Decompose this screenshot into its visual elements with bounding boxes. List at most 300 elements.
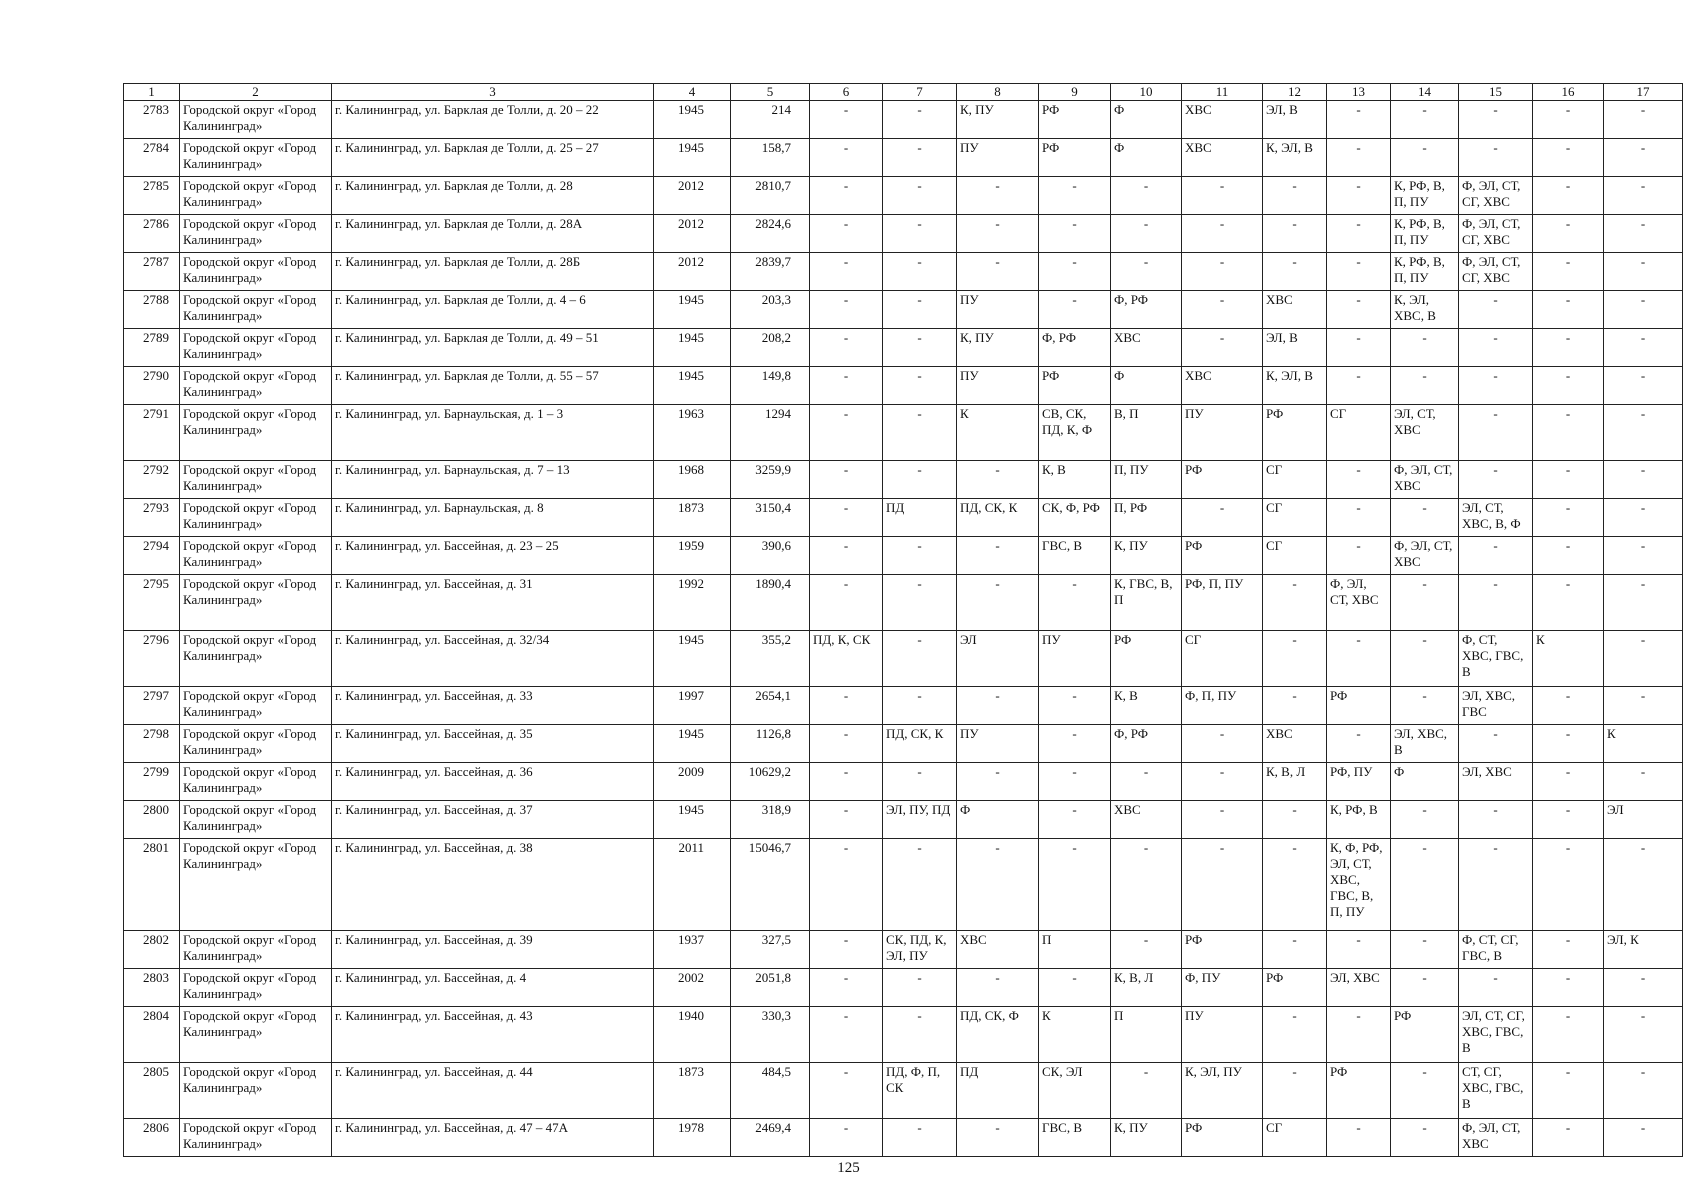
cell-col-12: ЭЛ, В — [1263, 101, 1327, 139]
table-row — [124, 291, 1683, 329]
cell-col-6: - — [810, 725, 883, 763]
cell-col-16: - — [1533, 1063, 1604, 1119]
cell-col-7: - — [883, 405, 957, 461]
cell-col-11: РФ — [1182, 461, 1263, 499]
cell-col-12: СГ — [1263, 1119, 1327, 1157]
cell-col-4: 1945 — [654, 101, 731, 139]
cell-col-2: Городской округ «Город Калининград» — [180, 405, 332, 461]
cell-col-17: - — [1604, 139, 1683, 177]
cell-col-15: ЭЛ, ХВС, ГВС — [1459, 687, 1533, 725]
cell-col-14: К, РФ, В, П, ПУ — [1391, 253, 1459, 291]
column-header-1: 1 — [124, 84, 180, 101]
cell-col-3: г. Калининград, ул. Бассейная, д. 36 — [332, 763, 654, 801]
cell-col-3: г. Калининград, ул. Бассейная, д. 43 — [332, 1007, 654, 1063]
cell-col-4: 1959 — [654, 537, 731, 575]
cell-col-1: 2801 — [124, 839, 180, 931]
cell-col-9: К — [1039, 1007, 1111, 1063]
cell-col-15: - — [1459, 839, 1533, 931]
cell-col-10: П — [1111, 1007, 1182, 1063]
cell-col-16: - — [1533, 537, 1604, 575]
cell-col-14: - — [1391, 499, 1459, 537]
column-header-13: 13 — [1327, 84, 1391, 101]
cell-col-13: - — [1327, 1007, 1391, 1063]
cell-col-8: - — [957, 215, 1039, 253]
cell-col-16: - — [1533, 461, 1604, 499]
cell-col-8: ХВС — [957, 931, 1039, 969]
cell-col-11: СГ — [1182, 631, 1263, 687]
table-row — [124, 687, 1683, 725]
cell-col-6: - — [810, 1007, 883, 1063]
cell-col-12: - — [1263, 1063, 1327, 1119]
cell-col-11: РФ — [1182, 931, 1263, 969]
cell-col-2: Городской округ «Город Калининград» — [180, 631, 332, 687]
cell-col-8: - — [957, 687, 1039, 725]
cell-col-11: ХВС — [1182, 139, 1263, 177]
cell-col-6: - — [810, 1119, 883, 1157]
cell-col-1: 2787 — [124, 253, 180, 291]
cell-col-1: 2796 — [124, 631, 180, 687]
cell-col-14: - — [1391, 101, 1459, 139]
cell-col-15: - — [1459, 329, 1533, 367]
cell-col-11: ХВС — [1182, 367, 1263, 405]
table-row — [124, 215, 1683, 253]
cell-col-3: г. Калининград, ул. Бассейная, д. 37 — [332, 801, 654, 839]
cell-col-5: 390,6 — [731, 537, 810, 575]
cell-col-14: К, РФ, В, П, ПУ — [1391, 215, 1459, 253]
cell-col-13: СГ — [1327, 405, 1391, 461]
cell-col-11: - — [1182, 725, 1263, 763]
cell-col-12: - — [1263, 631, 1327, 687]
cell-col-6: - — [810, 499, 883, 537]
cell-col-14: РФ — [1391, 1007, 1459, 1063]
cell-col-14: - — [1391, 969, 1459, 1007]
cell-col-3: г. Калининград, ул. Барнаульская, д. 8 — [332, 499, 654, 537]
table-row — [124, 801, 1683, 839]
cell-col-13: К, Ф, РФ, ЭЛ, СТ, ХВС, ГВС, В, П, ПУ — [1327, 839, 1391, 931]
cell-col-7: - — [883, 177, 957, 215]
cell-col-12: СГ — [1263, 499, 1327, 537]
cell-col-13: ЭЛ, ХВС — [1327, 969, 1391, 1007]
cell-col-15: - — [1459, 405, 1533, 461]
cell-col-10: - — [1111, 931, 1182, 969]
cell-col-4: 2011 — [654, 839, 731, 931]
cell-col-14: - — [1391, 839, 1459, 931]
cell-col-2: Городской округ «Город Калининград» — [180, 1063, 332, 1119]
table-row — [124, 631, 1683, 687]
column-header-4: 4 — [654, 84, 731, 101]
cell-col-4: 1940 — [654, 1007, 731, 1063]
cell-col-5: 1890,4 — [731, 575, 810, 631]
cell-col-14: ЭЛ, СТ, ХВС — [1391, 405, 1459, 461]
cell-col-2: Городской округ «Город Калининград» — [180, 461, 332, 499]
cell-col-10: Ф — [1111, 101, 1182, 139]
cell-col-10: - — [1111, 215, 1182, 253]
cell-col-2: Городской округ «Город Калининград» — [180, 329, 332, 367]
cell-col-17: - — [1604, 177, 1683, 215]
cell-col-4: 2012 — [654, 215, 731, 253]
cell-col-1: 2806 — [124, 1119, 180, 1157]
column-header-5: 5 — [731, 84, 810, 101]
table-row — [124, 1007, 1683, 1063]
table-row — [124, 1119, 1683, 1157]
cell-col-7: - — [883, 631, 957, 687]
cell-col-16: - — [1533, 253, 1604, 291]
cell-col-11: - — [1182, 763, 1263, 801]
cell-col-3: г. Калининград, ул. Бассейная, д. 33 — [332, 687, 654, 725]
cell-col-3: г. Калининград, ул. Барклая де Толли, д. 49 – 51 — [332, 329, 654, 367]
cell-col-6: - — [810, 253, 883, 291]
cell-col-16: - — [1533, 215, 1604, 253]
cell-col-16: - — [1533, 1007, 1604, 1063]
cell-col-17: - — [1604, 367, 1683, 405]
cell-col-17: - — [1604, 461, 1683, 499]
cell-col-1: 2785 — [124, 177, 180, 215]
cell-col-4: 1945 — [654, 801, 731, 839]
cell-col-14: - — [1391, 575, 1459, 631]
cell-col-16: - — [1533, 839, 1604, 931]
cell-col-1: 2800 — [124, 801, 180, 839]
cell-col-12: - — [1263, 839, 1327, 931]
cell-col-17: - — [1604, 499, 1683, 537]
cell-col-9: - — [1039, 575, 1111, 631]
cell-col-1: 2791 — [124, 405, 180, 461]
cell-col-2: Городской округ «Город Калининград» — [180, 839, 332, 931]
cell-col-16: К — [1533, 631, 1604, 687]
cell-col-17: - — [1604, 291, 1683, 329]
cell-col-13: - — [1327, 725, 1391, 763]
column-header-8: 8 — [957, 84, 1039, 101]
cell-col-11: - — [1182, 499, 1263, 537]
cell-col-4: 2002 — [654, 969, 731, 1007]
cell-col-5: 214 — [731, 101, 810, 139]
cell-col-6: ПД, К, СК — [810, 631, 883, 687]
cell-col-5: 2654,1 — [731, 687, 810, 725]
cell-col-12: ЭЛ, В — [1263, 329, 1327, 367]
cell-col-5: 2839,7 — [731, 253, 810, 291]
cell-col-5: 15046,7 — [731, 839, 810, 931]
cell-col-3: г. Калининград, ул. Бассейная, д. 38 — [332, 839, 654, 931]
cell-col-7: ПД, СК, К — [883, 725, 957, 763]
cell-col-9: - — [1039, 687, 1111, 725]
cell-col-14: Ф, ЭЛ, СТ, ХВС — [1391, 461, 1459, 499]
table-body — [124, 101, 1683, 1157]
cell-col-3: г. Калининград, ул. Бассейная, д. 4 — [332, 969, 654, 1007]
cell-col-5: 2810,7 — [731, 177, 810, 215]
cell-col-14: - — [1391, 801, 1459, 839]
column-header-11: 11 — [1182, 84, 1263, 101]
cell-col-1: 2788 — [124, 291, 180, 329]
cell-col-15: - — [1459, 291, 1533, 329]
cell-col-2: Городской округ «Город Калининград» — [180, 215, 332, 253]
cell-col-11: РФ — [1182, 1119, 1263, 1157]
cell-col-1: 2793 — [124, 499, 180, 537]
cell-col-6: - — [810, 1063, 883, 1119]
cell-col-1: 2795 — [124, 575, 180, 631]
cell-col-10: - — [1111, 1063, 1182, 1119]
cell-col-5: 3150,4 — [731, 499, 810, 537]
table-row — [124, 839, 1683, 931]
cell-col-17: - — [1604, 1063, 1683, 1119]
cell-col-2: Городской округ «Город Калининград» — [180, 367, 332, 405]
column-header-7: 7 — [883, 84, 957, 101]
cell-col-16: - — [1533, 139, 1604, 177]
cell-col-16: - — [1533, 101, 1604, 139]
cell-col-10: К, В, Л — [1111, 969, 1182, 1007]
cell-col-1: 2799 — [124, 763, 180, 801]
cell-col-7: - — [883, 101, 957, 139]
cell-col-8: ПУ — [957, 367, 1039, 405]
cell-col-1: 2805 — [124, 1063, 180, 1119]
cell-col-15: - — [1459, 575, 1533, 631]
cell-col-12: К, ЭЛ, В — [1263, 139, 1327, 177]
cell-col-9: - — [1039, 725, 1111, 763]
cell-col-9: Ф, РФ — [1039, 329, 1111, 367]
cell-col-1: 2783 — [124, 101, 180, 139]
cell-col-16: - — [1533, 575, 1604, 631]
cell-col-6: - — [810, 969, 883, 1007]
cell-col-8: - — [957, 969, 1039, 1007]
cell-col-13: РФ — [1327, 1063, 1391, 1119]
cell-col-7: - — [883, 367, 957, 405]
cell-col-8: К, ПУ — [957, 101, 1039, 139]
cell-col-2: Городской округ «Город Калининград» — [180, 763, 332, 801]
cell-col-17: - — [1604, 1119, 1683, 1157]
cell-col-15: Ф, ЭЛ, СТ, СГ, ХВС — [1459, 177, 1533, 215]
cell-col-10: В, П — [1111, 405, 1182, 461]
cell-col-1: 2798 — [124, 725, 180, 763]
cell-col-14: - — [1391, 329, 1459, 367]
cell-col-7: - — [883, 839, 957, 931]
cell-col-3: г. Калининград, ул. Барклая де Толли, д. 28А — [332, 215, 654, 253]
table-row — [124, 253, 1683, 291]
cell-col-3: г. Калининград, ул. Барклая де Толли, д. 20 – 22 — [332, 101, 654, 139]
column-header-15: 15 — [1459, 84, 1533, 101]
cell-col-16: - — [1533, 969, 1604, 1007]
cell-col-4: 1945 — [654, 631, 731, 687]
cell-col-11: - — [1182, 215, 1263, 253]
cell-col-8: - — [957, 177, 1039, 215]
cell-col-12: - — [1263, 1007, 1327, 1063]
cell-col-10: ХВС — [1111, 801, 1182, 839]
cell-col-1: 2792 — [124, 461, 180, 499]
cell-col-17: К — [1604, 725, 1683, 763]
cell-col-4: 2012 — [654, 253, 731, 291]
cell-col-4: 1945 — [654, 139, 731, 177]
column-header-14: 14 — [1391, 84, 1459, 101]
cell-col-5: 3259,9 — [731, 461, 810, 499]
cell-col-14: Ф — [1391, 763, 1459, 801]
cell-col-3: г. Калининград, ул. Бассейная, д. 35 — [332, 725, 654, 763]
cell-col-15: СТ, СГ, ХВС, ГВС, В — [1459, 1063, 1533, 1119]
cell-col-7: - — [883, 763, 957, 801]
cell-col-15: - — [1459, 461, 1533, 499]
cell-col-17: - — [1604, 575, 1683, 631]
cell-col-15: Ф, ЭЛ, СТ, ХВС — [1459, 1119, 1533, 1157]
cell-col-6: - — [810, 101, 883, 139]
cell-col-4: 1963 — [654, 405, 731, 461]
table-row — [124, 177, 1683, 215]
cell-col-11: ПУ — [1182, 405, 1263, 461]
cell-col-13: - — [1327, 1119, 1391, 1157]
cell-col-13: РФ — [1327, 687, 1391, 725]
cell-col-17: - — [1604, 101, 1683, 139]
cell-col-17: - — [1604, 687, 1683, 725]
cell-col-11: РФ — [1182, 537, 1263, 575]
cell-col-11: - — [1182, 329, 1263, 367]
column-number-header-row — [124, 84, 1683, 101]
cell-col-10: ХВС — [1111, 329, 1182, 367]
cell-col-5: 484,5 — [731, 1063, 810, 1119]
cell-col-13: - — [1327, 367, 1391, 405]
cell-col-9: ГВС, В — [1039, 537, 1111, 575]
cell-col-2: Городской округ «Город Калининград» — [180, 1007, 332, 1063]
cell-col-16: - — [1533, 1119, 1604, 1157]
cell-col-11: - — [1182, 801, 1263, 839]
cell-col-7: - — [883, 253, 957, 291]
cell-col-11: - — [1182, 291, 1263, 329]
table-row — [124, 461, 1683, 499]
cell-col-14: - — [1391, 367, 1459, 405]
cell-col-13: - — [1327, 215, 1391, 253]
cell-col-4: 1945 — [654, 291, 731, 329]
cell-col-4: 1968 — [654, 461, 731, 499]
cell-col-12: К, В, Л — [1263, 763, 1327, 801]
cell-col-5: 1294 — [731, 405, 810, 461]
cell-col-10: - — [1111, 177, 1182, 215]
cell-col-6: - — [810, 931, 883, 969]
cell-col-8: - — [957, 253, 1039, 291]
cell-col-8: - — [957, 575, 1039, 631]
cell-col-15: ЭЛ, ХВС — [1459, 763, 1533, 801]
table-row — [124, 725, 1683, 763]
cell-col-2: Городской округ «Город Калининград» — [180, 1119, 332, 1157]
cell-col-13: - — [1327, 631, 1391, 687]
cell-col-16: - — [1533, 405, 1604, 461]
cell-col-8: К — [957, 405, 1039, 461]
cell-col-14: ЭЛ, ХВС, В — [1391, 725, 1459, 763]
cell-col-2: Городской округ «Город Калининград» — [180, 499, 332, 537]
cell-col-13: Ф, ЭЛ, СТ, ХВС — [1327, 575, 1391, 631]
cell-col-3: г. Калининград, ул. Бассейная, д. 31 — [332, 575, 654, 631]
cell-col-11: - — [1182, 177, 1263, 215]
cell-col-15: - — [1459, 101, 1533, 139]
cell-col-17: - — [1604, 1007, 1683, 1063]
cell-col-7: ПД, Ф, П, СК — [883, 1063, 957, 1119]
cell-col-16: - — [1533, 367, 1604, 405]
cell-col-7: СК, ПД, К, ЭЛ, ПУ — [883, 931, 957, 969]
cell-col-9: - — [1039, 215, 1111, 253]
cell-col-14: - — [1391, 687, 1459, 725]
cell-col-1: 2790 — [124, 367, 180, 405]
cell-col-3: г. Калининград, ул. Барклая де Толли, д. 28Б — [332, 253, 654, 291]
cell-col-3: г. Калининград, ул. Барклая де Толли, д. 55 – 57 — [332, 367, 654, 405]
cell-col-5: 327,5 — [731, 931, 810, 969]
cell-col-6: - — [810, 575, 883, 631]
table-row — [124, 575, 1683, 631]
cell-col-10: - — [1111, 763, 1182, 801]
cell-col-16: - — [1533, 291, 1604, 329]
cell-col-12: ХВС — [1263, 725, 1327, 763]
cell-col-6: - — [810, 367, 883, 405]
cell-col-2: Городской округ «Город Калининград» — [180, 931, 332, 969]
cell-col-9: РФ — [1039, 101, 1111, 139]
cell-col-4: 2012 — [654, 177, 731, 215]
table-row — [124, 763, 1683, 801]
cell-col-2: Городской округ «Город Калининград» — [180, 969, 332, 1007]
cell-col-12: РФ — [1263, 969, 1327, 1007]
cell-col-11: К, ЭЛ, ПУ — [1182, 1063, 1263, 1119]
cell-col-7: - — [883, 291, 957, 329]
table-row — [124, 499, 1683, 537]
cell-col-10: П, ПУ — [1111, 461, 1182, 499]
cell-col-11: - — [1182, 839, 1263, 931]
cell-col-8: ПД — [957, 1063, 1039, 1119]
cell-col-5: 355,2 — [731, 631, 810, 687]
cell-col-2: Городской округ «Город Калининград» — [180, 801, 332, 839]
cell-col-1: 2784 — [124, 139, 180, 177]
cell-col-8: ПУ — [957, 725, 1039, 763]
cell-col-8: Ф — [957, 801, 1039, 839]
cell-col-2: Городской округ «Город Калининград» — [180, 253, 332, 291]
cell-col-10: К, ПУ — [1111, 537, 1182, 575]
cell-col-8: - — [957, 461, 1039, 499]
cell-col-8: ЭЛ — [957, 631, 1039, 687]
cell-col-13: РФ, ПУ — [1327, 763, 1391, 801]
cell-col-3: г. Калининград, ул. Барклая де Толли, д. 28 — [332, 177, 654, 215]
cell-col-13: - — [1327, 101, 1391, 139]
table-row — [124, 405, 1683, 461]
cell-col-9: - — [1039, 291, 1111, 329]
cell-col-4: 1992 — [654, 575, 731, 631]
cell-col-13: - — [1327, 291, 1391, 329]
column-header-2: 2 — [180, 84, 332, 101]
cell-col-11: Ф, П, ПУ — [1182, 687, 1263, 725]
cell-col-6: - — [810, 177, 883, 215]
cell-col-3: г. Калининград, ул. Барнаульская, д. 7 – 13 — [332, 461, 654, 499]
table-row — [124, 101, 1683, 139]
cell-col-12: ХВС — [1263, 291, 1327, 329]
cell-col-9: РФ — [1039, 139, 1111, 177]
cell-col-2: Городской округ «Город Калининград» — [180, 725, 332, 763]
cell-col-6: - — [810, 329, 883, 367]
cell-col-10: - — [1111, 839, 1182, 931]
cell-col-12: - — [1263, 931, 1327, 969]
cell-col-17: - — [1604, 405, 1683, 461]
cell-col-14: Ф, ЭЛ, СТ, ХВС — [1391, 537, 1459, 575]
cell-col-9: СК, Ф, РФ — [1039, 499, 1111, 537]
cell-col-1: 2797 — [124, 687, 180, 725]
cell-col-7: - — [883, 1007, 957, 1063]
cell-col-10: К, В — [1111, 687, 1182, 725]
cell-col-16: - — [1533, 329, 1604, 367]
cell-col-4: 1937 — [654, 931, 731, 969]
cell-col-9: ГВС, В — [1039, 1119, 1111, 1157]
cell-col-16: - — [1533, 931, 1604, 969]
cell-col-6: - — [810, 291, 883, 329]
cell-col-5: 203,3 — [731, 291, 810, 329]
cell-col-1: 2794 — [124, 537, 180, 575]
cell-col-3: г. Калининград, ул. Бассейная, д. 44 — [332, 1063, 654, 1119]
cell-col-6: - — [810, 687, 883, 725]
cell-col-6: - — [810, 839, 883, 931]
cell-col-4: 1997 — [654, 687, 731, 725]
cell-col-15: ЭЛ, СТ, ХВС, В, Ф — [1459, 499, 1533, 537]
cell-col-15: - — [1459, 367, 1533, 405]
cell-col-2: Городской округ «Город Калининград» — [180, 537, 332, 575]
cell-col-9: - — [1039, 969, 1111, 1007]
cell-col-13: - — [1327, 253, 1391, 291]
cell-col-15: ЭЛ, СТ, СГ, ХВС, ГВС, В — [1459, 1007, 1533, 1063]
